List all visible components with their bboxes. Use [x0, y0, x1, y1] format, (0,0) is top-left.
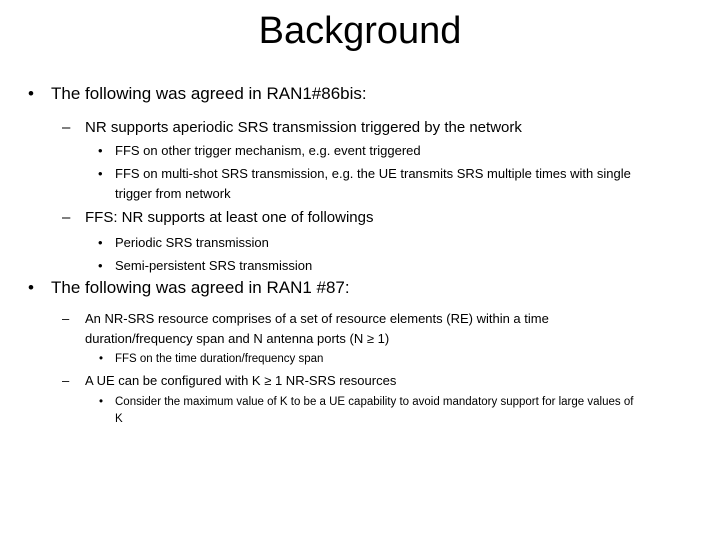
- sub-bullet-marker: •: [98, 143, 103, 158]
- sub-bullet-marker: •: [98, 235, 103, 250]
- dash-marker: –: [62, 373, 70, 388]
- slide-title: Background: [258, 10, 462, 52]
- bullet-1-sub-2-item-1: Periodic SRS transmission: [115, 235, 269, 250]
- bullet-marker: •: [28, 84, 34, 103]
- sub-bullet-marker: •: [99, 353, 104, 365]
- bullet-2-sub-2-text: A UE can be configured with K ≥ 1 NR-SRS resources: [85, 373, 397, 388]
- sub-bullet-marker: •: [98, 166, 103, 181]
- dash-marker: –: [62, 311, 70, 326]
- dash-marker: –: [62, 209, 71, 226]
- bullet-1-text: The following was agreed in RAN1#86bis:: [51, 84, 367, 103]
- bullet-1-sub-1-text: NR supports aperiodic SRS transmission triggered by the network: [85, 119, 522, 136]
- bullet-2-sub-2-item-1: Consider the maximum value of K to be a UE capability to avoid mandatory support for large values of: [115, 396, 634, 408]
- bullet-2-sub-1-item-1: FFS on the time duration/frequency span: [115, 353, 324, 365]
- sub-bullet-marker: •: [98, 258, 103, 273]
- bullet-1-sub-2-text: FFS: NR supports at least one of followings: [85, 209, 374, 226]
- bullet-2-sub-1-cont: duration/frequency span and N antenna ports (N ≥ 1): [85, 331, 390, 346]
- bullet-2-sub-1-text: An NR-SRS resource comprises of a set of resource elements (RE) within a time: [85, 311, 549, 326]
- bullet-2-text: The following was agreed in RAN1 #87:: [51, 278, 350, 297]
- bullet-1-sub-1-item-2-cont: trigger from network: [115, 186, 231, 201]
- sub-bullet-marker: •: [99, 396, 104, 408]
- bullet-1-sub-1-item-1: FFS on other trigger mechanism, e.g. event triggered: [115, 143, 421, 158]
- bullet-marker: •: [28, 278, 34, 297]
- bullet-1-sub-1-item-2: FFS on multi-shot SRS transmission, e.g. the UE transmits SRS multiple times with single: [115, 166, 631, 181]
- bullet-2-sub-2-item-1-cont: K: [115, 413, 123, 425]
- bullet-1-sub-2-item-2: Semi-persistent SRS transmission: [115, 258, 313, 273]
- dash-marker: –: [62, 119, 71, 136]
